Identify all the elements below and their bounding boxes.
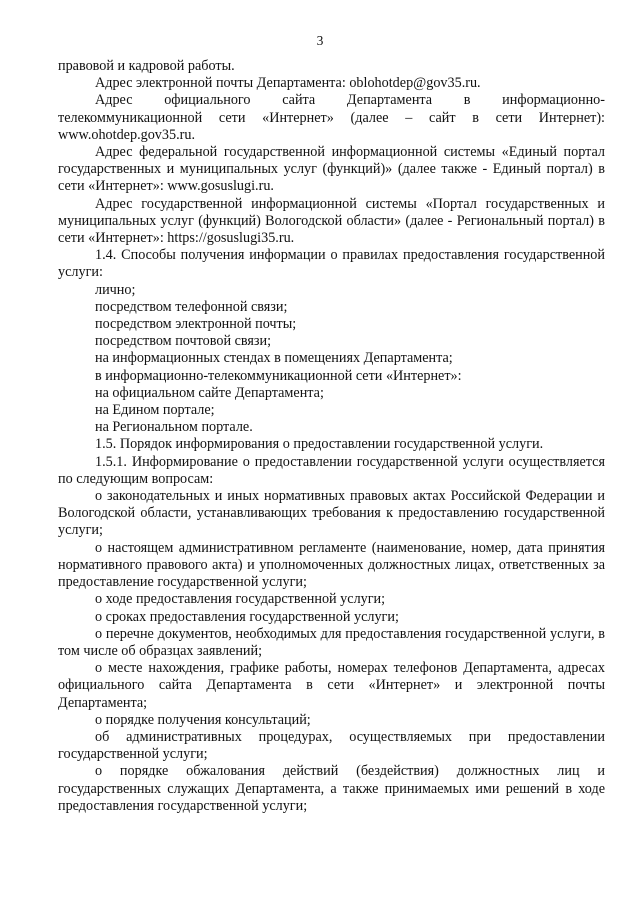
paragraph: Адрес федеральной государственной информационной системы «Единый портал государственных и муниципальных услуг (функций)» (далее также - Единый портал) в сети «Интернет»: www.gosuslugi.ru. <box>58 144 605 195</box>
paragraph: посредством телефонной связи; <box>95 298 288 315</box>
page-number: 3 <box>316 33 324 48</box>
paragraph: на официальном сайте Департамента; <box>95 384 324 401</box>
paragraph: посредством электронной почты; <box>95 316 297 333</box>
paragraph: о порядке получения консультаций; <box>95 711 311 728</box>
paragraph: о порядке обжалования действий (бездействия) должностных лиц и государственных служащих Департамента, а также принимаемых ими решений в ходе предоставления государственной услуги; <box>58 763 605 814</box>
paragraph: на информационных стендах в помещениях Департамента; <box>95 350 453 367</box>
document-body <box>58 58 605 815</box>
paragraph: о сроках предоставления государственной услуги; <box>95 608 399 625</box>
paragraph: о перечне документов, необходимых для предоставления государственной услуги, в том числе об образцах заявлений; <box>58 625 605 659</box>
paragraph: в информационно-телекоммуникационной сети «Интернет»: <box>95 367 462 384</box>
paragraph: правовой и кадровой работы. <box>58 58 235 74</box>
paragraph: о ходе предоставления государственной услуги; <box>95 591 386 608</box>
paragraph: 1.4. Способы получения информации о правилах предоставления государственной услуги: <box>58 247 605 281</box>
paragraph: об административных процедурах, осуществляемых при предоставлении государственной услуги; <box>58 728 605 763</box>
paragraph: 1.5. Порядок информирования о предоставлении государственной услуги. <box>95 436 544 453</box>
paragraph: на Едином портале; <box>95 402 215 419</box>
paragraph: о настоящем административном регламенте (наименование, номер, дата принятия нормативного правового акта) и уполномоченных должностных лицах, ответственных за предоставление государственной услуги; <box>58 539 605 591</box>
paragraph: Адрес электронной почты Департамента: oblohotdep@gov35.ru. <box>95 75 481 92</box>
paragraph: на Региональном портале. <box>95 419 253 436</box>
paragraph: 1.5.1. Информирование о предоставлении государственной услуги осуществляется по следующим вопросам: <box>58 453 605 487</box>
paragraph: о законодательных и иных нормативных правовых актах Российской Федерации и Вологодской области, устанавливающих требования к предоставлению государственной услуги; <box>58 488 605 539</box>
paragraph: Адрес официального сайта Департамента в информационно-телекоммуникационной сети «Интернет» (далее – сайт в сети Интернет): www.ohotdep.gov35.ru. <box>58 92 605 143</box>
paragraph: лично; <box>95 281 136 298</box>
paragraph: посредством почтовой связи; <box>95 333 272 350</box>
paragraph: о месте нахождения, графике работы, номерах телефонов Департамента, адресах официального сайта Департамента в сети «Интернет» и электронной почты Департамента; <box>58 660 605 711</box>
paragraph: Адрес государственной информационной системы «Портал государственных и муниципальных услуг (функций) Вологодской области» (далее - Региональный портал) в сети «Интернет»: https://gosuslugi35.ru. <box>58 195 605 247</box>
